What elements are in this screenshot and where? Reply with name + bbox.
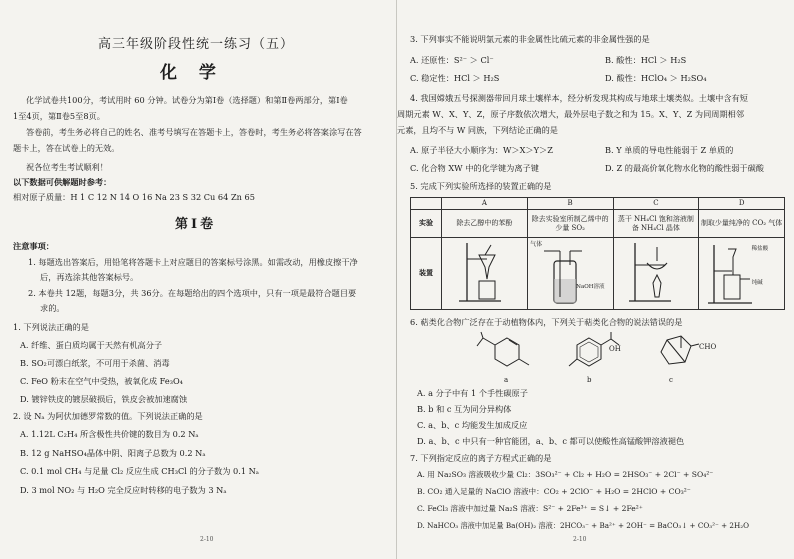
- question-2-option-c: C. 0.1 mol CH₄ 与足量 Cl₂ 反应生成 CH₃Cl 的分子数为 0.1 Nₐ: [20, 466, 259, 476]
- question-4-option-d: D. Z 的最高价氧化物水化物的酸性弱于碳酸: [605, 163, 764, 173]
- question-6-option-c: C. a、b、c 均能发生加成反应: [417, 420, 528, 430]
- label-naoh: NaOH溶液: [576, 283, 605, 290]
- table-col-b: B: [527, 198, 613, 210]
- apparatus-b: [527, 238, 613, 310]
- intro-line-5: 祝各位考生考试顺利！: [26, 162, 108, 172]
- intro-line-1: 化学试卷共100分，考试用时 60 分钟。试卷分为第Ⅰ卷（选择题）和第Ⅱ卷两部分，第Ⅰ卷: [26, 95, 348, 105]
- atomic-masses: 相对原子质量：H 1 C 12 N 14 O 16 Na 23 S 32 Cu 64 Zn 65: [13, 192, 255, 202]
- question-3-option-b: B. 酸性：HCl ＞ H₂S: [605, 55, 687, 65]
- label-gas: 气体: [530, 240, 543, 248]
- note-1: 1. 每题选出答案后，用铅笔将答题卡上对应题目的答案标号涂黑。如需改动，用橡皮擦干净: [28, 257, 358, 267]
- question-2-option-a: A. 1.12L C₂H₄ 所含极性共价键的数目为 0.2 Nₐ: [20, 429, 199, 439]
- question-4-line-3: 元素，且均不与 W 同族，下列结论正确的是: [397, 125, 558, 135]
- question-3-option-d: D. 酸性：HClO₄ ＞ H₂SO₄: [605, 73, 707, 83]
- question-1-stem: 1. 下列说法正确的是: [13, 322, 89, 332]
- experiment-a: 除去乙醇中的苯酚: [442, 210, 528, 238]
- page-number-left: 2-10: [200, 536, 214, 543]
- question-6-option-d: D. a、b、c 中只有一种官能团，a、b、c 都可以使酸性高锰酸钾溶液褪色: [417, 436, 685, 446]
- exam-title: 高三年级阶段性统一练习（五）: [98, 37, 295, 52]
- question-4-option-a: A. 原子半径大小顺序为：W＞X＞Y＞Z: [410, 145, 553, 155]
- terpene-structures: [477, 332, 717, 374]
- question-4-line-2: 周期元素 W、X、Y、Z，原子序数依次增大，最外层电子数之和为 15。X、Y、Z 为同周期相邻: [397, 109, 745, 119]
- apparatus-d: [699, 238, 785, 310]
- label-a: a: [504, 376, 509, 384]
- apparatus-table: [410, 197, 785, 310]
- experiment-d: 制取少量纯净的 CO₂ 气体: [699, 210, 785, 238]
- group-oh: OH: [609, 345, 621, 353]
- right-column: [397, 0, 794, 559]
- question-7-stem: 7. 下列指定反应的离子方程式正确的是: [410, 453, 552, 463]
- section-title: 第Ⅰ卷: [175, 217, 217, 232]
- data-heading: 以下数据可供解题时参考：: [13, 177, 112, 187]
- experiment-c: 蒸干 NH₄Cl 饱和溶液制备 NH₄Cl 晶体: [613, 210, 699, 238]
- label-b: b: [587, 376, 592, 384]
- evaporating-dish-icon: [621, 239, 691, 305]
- note-2: 2. 本卷共 12题，每题3分，共 36分。在每题给出的四个选项中，只有一项是最符合题目要: [28, 288, 357, 298]
- question-1-option-b: B. SO₂可漂白纸浆，不可用于杀菌、消毒: [20, 358, 170, 368]
- table-col-c: C: [613, 198, 699, 210]
- note-2-cont: 求的。: [40, 303, 65, 313]
- question-4-line-1: 4. 我国嫦娥五号探测器带回月球土壤样本，经分析发现其构成与地球土壤类似。土壤中含有短: [410, 93, 748, 103]
- question-7-option-c: C. FeCl₃ 溶液中加过量 Na₂S 溶液：S²⁻ + 2Fe³⁺ = S↓ + 2Fe²⁺: [417, 504, 643, 513]
- question-5-stem: 5. 完成下列实验所选择的装置正确的是: [410, 181, 552, 191]
- question-3-stem: 3. 下列事实不能说明氯元素的非金属性比硫元素的非金属性强的是: [410, 34, 650, 44]
- filtration-apparatus-icon: [449, 239, 519, 305]
- label-soda: 纯碱: [751, 279, 763, 286]
- page-number-right: 2-10: [573, 536, 587, 543]
- row-head-experiment: 实验: [411, 210, 442, 238]
- structure-a-icon: [477, 332, 529, 366]
- question-1-option-d: D. 镀锌铁皮的镀层破损后，铁皮会被加速腐蚀: [20, 394, 188, 404]
- gas-washing-bottle-icon: [530, 241, 610, 307]
- intro-line-4: 题卡上，答在试卷上的无效。: [13, 143, 120, 153]
- question-7-option-a: A. 用 Na₂SO₃ 溶液吸收少量 Cl₂：3SO₃²⁻ + Cl₂ + H₂O = 2HSO₃⁻ + 2Cl⁻ + SO₄²⁻: [417, 470, 714, 479]
- notes-heading: 注意事项：: [13, 241, 54, 251]
- question-3-option-c: C. 稳定性：HCl ＞ H₂S: [410, 73, 500, 83]
- question-2-option-d: D. 3 mol NO₂ 与 H₂O 完全反应时转移的电子数为 3 Nₐ: [20, 485, 227, 495]
- table-col-d: D: [699, 198, 785, 210]
- question-1-option-c: C. FeO 粉末在空气中受热，被氧化成 Fe₃O₄: [20, 376, 183, 386]
- intro-line-2: 1至4页，第Ⅱ卷5至8页。: [13, 111, 105, 121]
- note-1-cont: 后，再选涂其他答案标号。: [40, 272, 139, 282]
- intro-line-3: 答卷前，考生务必将自己的姓名、准考号填写在答题卡上，答卷时，考生务必将答案涂写在答: [26, 127, 362, 137]
- apparatus-a: [442, 238, 528, 310]
- question-6-option-a: A. a 分子中有 1 个手性碳原子: [417, 388, 528, 398]
- label-c: c: [669, 376, 673, 384]
- question-2-option-b: B. 12 g NaHSO₄晶体中阴、阳离子总数为 0.2 Nₐ: [20, 448, 206, 458]
- group-cho: CHO: [699, 343, 717, 351]
- question-4-option-b: B. Y 单质的导电性能弱于 Z 单质的: [605, 145, 734, 155]
- gas-generator-icon: [702, 241, 782, 307]
- subject-title: 化 学: [160, 63, 224, 83]
- question-7-option-d: D. NaHCO₃ 溶液中加足量 Ba(OH)₂ 溶液：2HCO₃⁻ + Ba²⁺ + 2OH⁻ = BaCO₃↓ + CO₃²⁻ + 2H₂O: [417, 521, 750, 530]
- structure-c-icon: [661, 336, 699, 364]
- question-4-option-c: C. 化合物 XW 中的化学键为离子键: [410, 163, 539, 173]
- apparatus-c: [613, 238, 699, 310]
- experiment-b: 除去实验室所制乙烯中的少量 SO₂: [527, 210, 613, 238]
- question-1-option-a: A. 纤维、蛋白质均属于天然有机高分子: [20, 340, 163, 350]
- table-corner: [411, 198, 442, 210]
- question-2-stem: 2. 设 Nₐ 为阿伏加德罗常数的值。下列说法正确的是: [13, 411, 203, 421]
- table-col-a: A: [442, 198, 528, 210]
- row-head-apparatus: 装置: [411, 238, 442, 310]
- question-6-stem: 6. 萜类化合物广泛存在于动植物体内，下列关于萜类化合物的说法错误的是: [410, 317, 683, 327]
- question-6-option-b: B. b 和 c 互为同分异构体: [417, 404, 512, 414]
- label-dilute-acid: 稀盐酸: [751, 245, 769, 252]
- question-7-option-b: B. CO₂ 通入足量的 NaClO 溶液中：CO₂ + 2ClO⁻ + H₂O = 2HClO + CO₃²⁻: [417, 487, 691, 496]
- question-3-option-a: A. 还原性：S²⁻ ＞ Cl⁻: [410, 55, 494, 65]
